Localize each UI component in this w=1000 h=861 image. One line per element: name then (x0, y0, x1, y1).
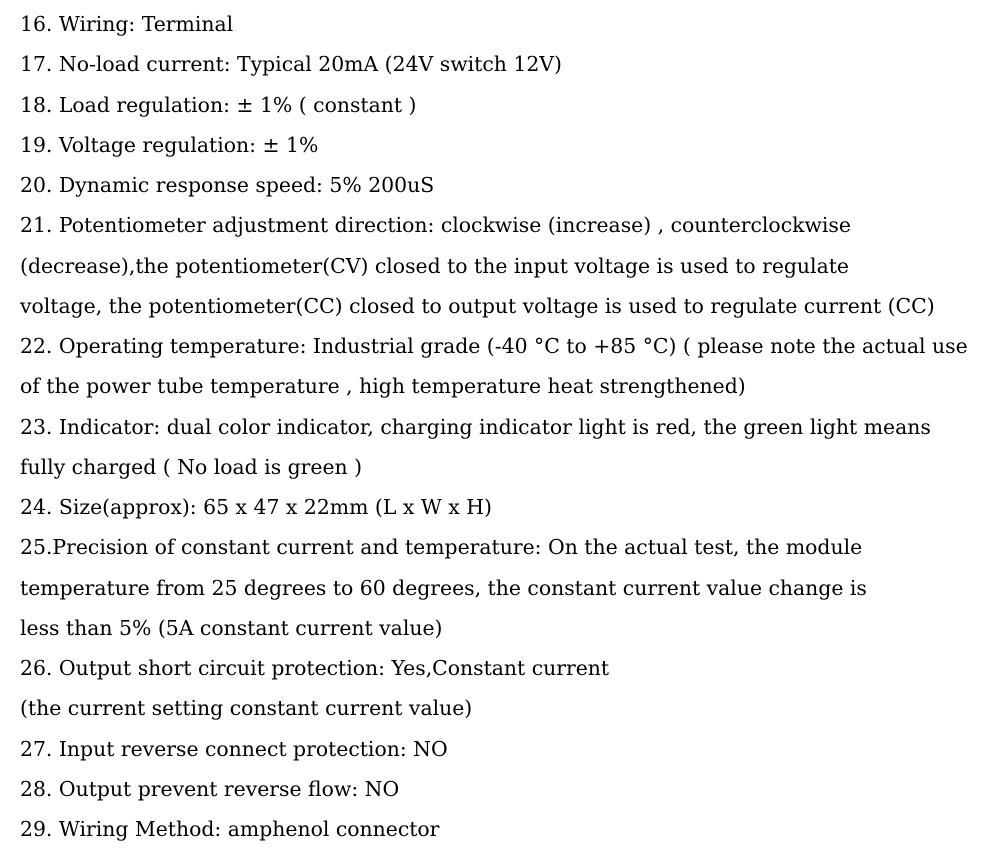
spec-line-20-dynamic-response: 20. Dynamic response speed: 5% 200uS (20, 173, 435, 197)
spec-line-27-reverse-connect: 27. Input reverse connect protection: NO (20, 736, 448, 761)
spec-line-26-short-circuit: 26. Output short circuit protection: Yes,Constant current (20, 656, 610, 680)
spec-document (20, 4, 990, 849)
spec-line-22-operating-temperature-cont: of the power tube temperature , high temperature heat strengthened) (20, 374, 746, 399)
spec-line-18-load-regulation: 18. Load regulation: ± 1% ( constant ) (20, 92, 417, 117)
spec-line-28-reverse-flow: 28. Output prevent reverse flow: NO (20, 776, 400, 801)
spec-line-16-wiring: 16. Wiring: Terminal (20, 12, 234, 36)
spec-line-21-potentiometer-cont-1: (decrease),the potentiometer(CV) closed to the input voltage is used to regulate (20, 253, 849, 278)
spec-line-21-potentiometer-cont-2: voltage, the potentiometer(CC) closed to output voltage is used to regulate current (CC) (20, 293, 935, 318)
spec-line-25-precision: 25.Precision of constant current and temperature: On the actual test, the module (20, 535, 863, 560)
spec-line-25-precision-cont-1: temperature from 25 degrees to 60 degrees, the constant current value change is (20, 575, 867, 600)
spec-line-26-short-circuit-cont: (the current setting constant current value) (20, 696, 473, 721)
spec-line-23-indicator-cont: fully charged ( No load is green ) (20, 454, 363, 479)
spec-line-17-no-load-current: 17. No-load current: Typical 20mA (24V switch 12V) (20, 52, 562, 77)
spec-line-24-size: 24. Size(approx): 65 x 47 x 22mm (L x W x H) (20, 495, 492, 519)
spec-line-21-potentiometer: 21. Potentiometer adjustment direction: clockwise (increase) , counterclockwise (20, 213, 851, 238)
spec-line-23-indicator: 23. Indicator: dual color indicator, charging indicator light is red, the green light means (20, 414, 931, 439)
spec-line-22-operating-temperature: 22. Operating temperature: Industrial grade (-40 °C to +85 °C) ( please note the actual use (20, 334, 968, 358)
spec-line-19-voltage-regulation: 19. Voltage regulation: ± 1% (20, 132, 319, 157)
spec-line-25-precision-cont-2: less than 5% (5A constant current value) (20, 615, 443, 640)
spec-list (20, 4, 990, 849)
spec-line-29-wiring-method: 29. Wiring Method: amphenol connector (20, 817, 440, 841)
